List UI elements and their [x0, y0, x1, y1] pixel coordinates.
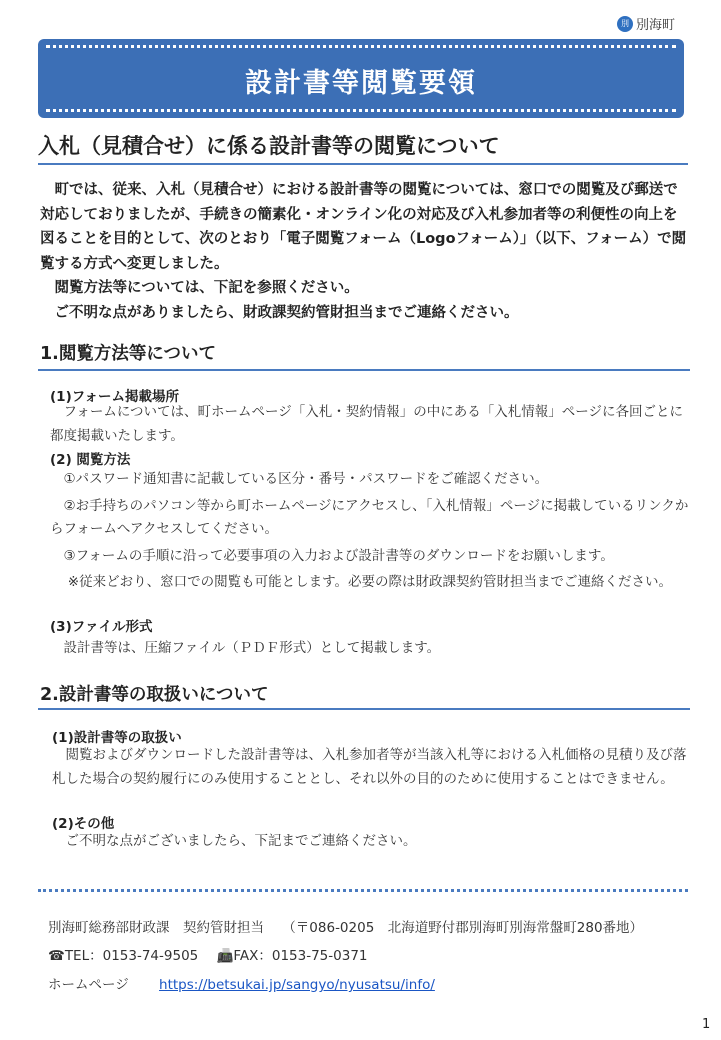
list-item: ③フォームの手順に沿って必要事項の入力および設計書等のダウンロードをお願いします。 — [50, 547, 614, 564]
section2-sub2-body: ご不明な点がございましたら、下記までご連絡ください。 — [52, 833, 417, 849]
contact-dept: 別海町総務部財政課 契約管財担当 — [48, 920, 264, 936]
intro-paragraph: 町では、従来、入札（見積合せ）における設計書等の閲覧については、窓口での閲覧及び郵送で対応しておりましたが、手続きの簡素化・オンライン化の対応及び入札参加者等の利便性の向上を図ることを目的として、次のとおり「電子閲覧フォーム（Logoフォーム）」（以下、フォーム）で閲覧する方式へ変更しました。 — [40, 182, 687, 272]
section2-heading: 2.設計書等の取扱いについて — [40, 685, 269, 705]
banner-bottom-dots — [46, 109, 676, 112]
section2-sub2-title: (2)その他 — [52, 816, 115, 832]
contact-homepage-line — [48, 973, 435, 993]
title-banner — [38, 39, 684, 118]
section1-sub3-title: (3)ファイル形式 — [50, 619, 153, 635]
town-logo — [617, 14, 675, 33]
page-title: 設計書等閲覧要領 — [245, 68, 477, 99]
contact-phone-line — [48, 944, 368, 964]
section1-heading: 1.閲覧方法等について — [40, 344, 216, 364]
contact-fax: 📠FAX：0153-75-0371 — [216, 948, 368, 964]
list-item: ①パスワード通知書に記載している区分・番号・パスワードをご確認ください。 — [50, 471, 549, 487]
section1-sub3-body: 設計書等は、圧縮ファイル（ＰＤＦ形式）として掲載します。 — [50, 640, 441, 656]
banner-top-dots — [46, 45, 676, 48]
section1-sub2-title: (2) 閲覧方法 — [50, 452, 131, 468]
list-item: ※従来どおり、窓口での閲覧も可能とします。必要の際は財政課契約管財担当までご連絡ください。 — [50, 574, 673, 590]
main-heading: 入札（見積合せ）に係る設計書等の閲覧について — [38, 134, 500, 158]
main-heading-rule — [38, 163, 688, 165]
homepage-link[interactable]: https://betsukai.jp/sangyo/nyusatsu/info/ — [159, 977, 435, 993]
intro-text — [40, 178, 690, 325]
footer-dotted-divider — [38, 889, 688, 892]
homepage-label: ホームページ — [48, 977, 129, 993]
section1-rule — [38, 369, 690, 371]
section2-rule — [38, 708, 690, 710]
page-number: 1 — [702, 1017, 711, 1032]
list-item: ②お手持ちのパソコン等から町ホームページにアクセスし、「入札情報」ページに掲載しているリンクからフォームへアクセスしてください。 — [50, 497, 689, 537]
intro-paragraph: 閲覧方法等については、下記を参照ください。 — [40, 280, 359, 296]
section1-sub1-body: フォームについては、町ホームページ「入札・契約情報」の中にある「入札情報」ページに各回ごとに都度掲載いたします。 — [50, 404, 684, 444]
town-emblem-icon: 別 — [617, 16, 633, 32]
intro-paragraph: ご不明な点がありましたら、財政課契約管財担当までご連絡ください。 — [40, 304, 519, 321]
town-name: 別海町 — [636, 18, 676, 33]
section2-sub1-title: (1)設計書等の取扱い — [52, 730, 182, 746]
section2-sub1-body: 閲覧およびダウンロードした設計書等は、入札参加者等が当該入札等における入札価格の見積り及び落札した場合の契約履行にのみ使用することとし、それ以外の目的のために使用することはできません。 — [52, 747, 687, 787]
contact-dept-line — [48, 916, 643, 936]
section1-sub1-title: (1)フォーム掲載場所 — [50, 389, 180, 405]
contact-address: （〒086-0205 北海道野付郡別海町別海常盤町280番地） — [282, 920, 644, 936]
section1-sub2-list — [50, 468, 690, 595]
contact-tel: ☎TEL：0153-74-9505 — [48, 948, 199, 964]
